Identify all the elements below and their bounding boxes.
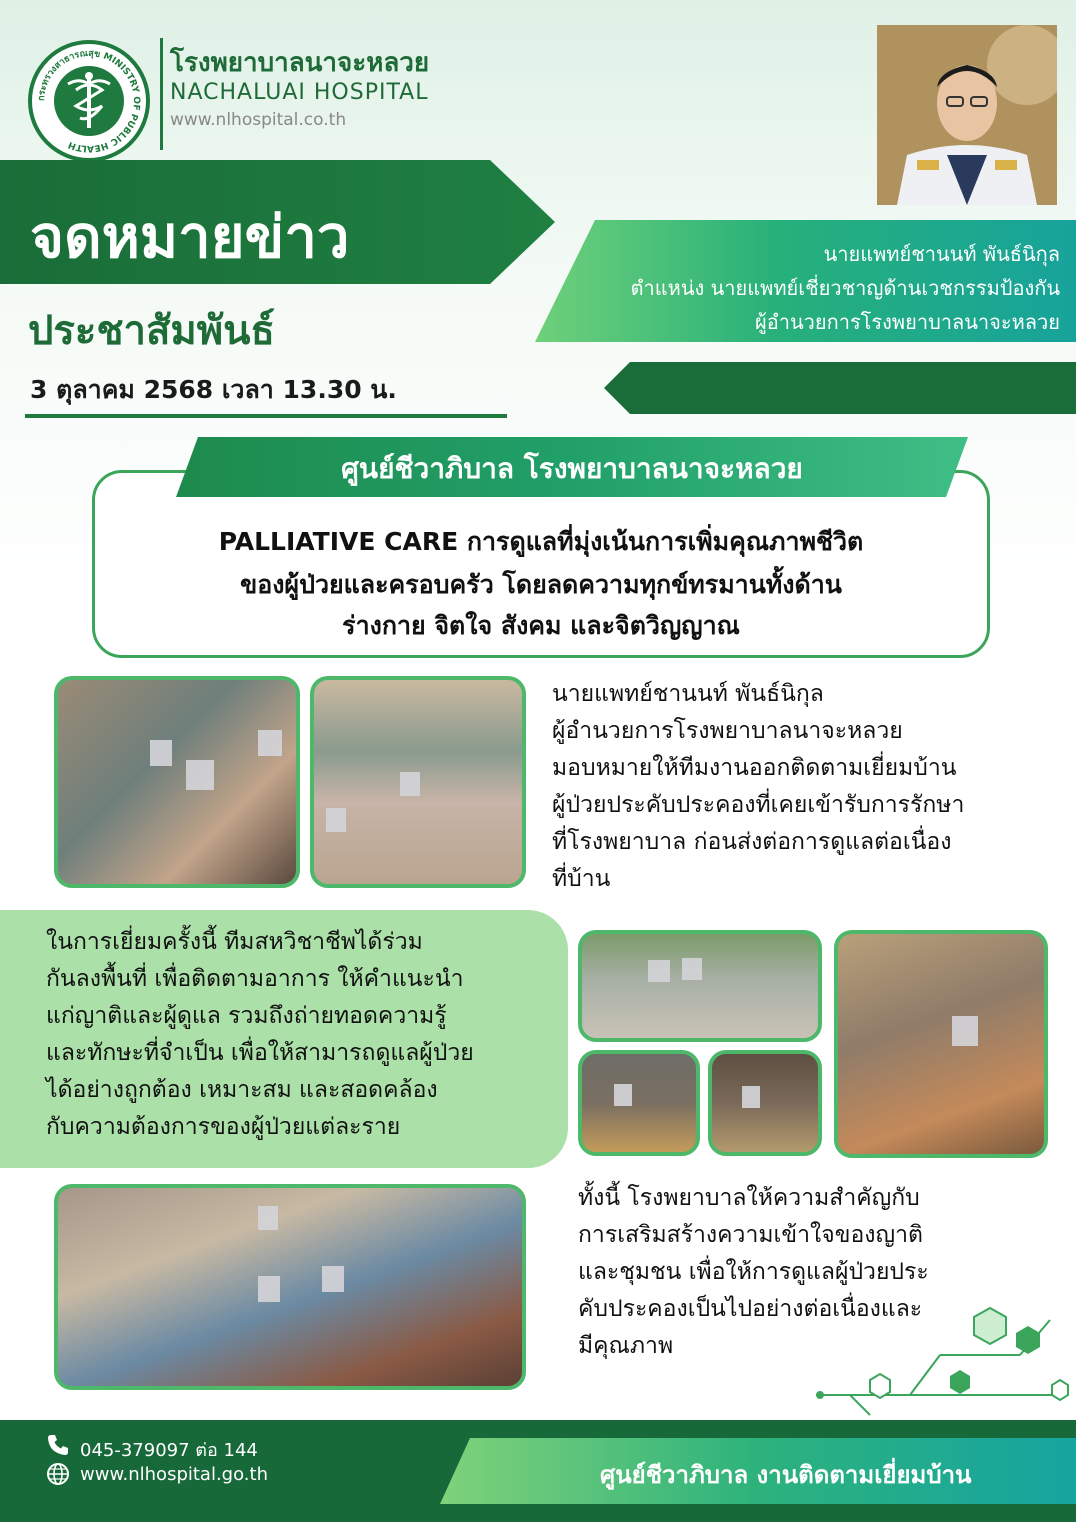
banner-title: จดหมายข่าว [30, 203, 350, 271]
phone-icon [46, 1433, 70, 1457]
hospital-name-en: NACHALUAI HOSPITAL [170, 80, 429, 105]
news-date: 3 ตุลาคม 2568 เวลา 13.30 น. [30, 375, 397, 404]
logo-divider [160, 38, 163, 150]
intro-line-3: ร่างกาย จิตใจ สังคม และจิตวิญญาณ [342, 611, 740, 640]
paragraph-2 [46, 924, 566, 1146]
paragraph-3-line: คับประคองเป็นไปอย่างต่อเนื่องและ [578, 1296, 923, 1322]
photo-home-visit-5 [578, 1050, 700, 1156]
paragraph-3-line: มีคุณภาพ [578, 1333, 674, 1359]
paragraph-1 [552, 676, 1062, 898]
director-position: ตำแหน่ง นายแพทย์เชี่ยวชาญด้านเวชกรรมป้องกัน [630, 276, 1060, 300]
photo-home-visit-3 [578, 930, 822, 1042]
photo-home-visit-1 [54, 676, 300, 888]
footer-website[interactable]: www.nlhospital.go.th [80, 1464, 268, 1485]
photo-home-visit-2 [310, 676, 526, 888]
paragraph-1-line: ที่บ้าน [552, 866, 611, 892]
footer-badge-text: ศูนย์ชีวาภิบาล งานติดตามเยี่ยมบ้าน [600, 1461, 972, 1489]
paragraph-2-line: แก่ญาติและผู้ดูแล รวมถึงถ่ายทอดความรู้ [46, 1003, 447, 1029]
date-underline [25, 414, 507, 418]
paragraph-1-line: มอบหมายให้ทีมงานออกติดตามเยี่ยมบ้าน [552, 755, 957, 781]
paragraph-2-line: ได้อย่างถูกต้อง เหมาะสม และสอดคล้อง [46, 1077, 438, 1103]
photo-home-visit-4 [834, 930, 1048, 1158]
hospital-name-th: โรงพยาบาลนาจะหลวย [170, 48, 430, 78]
director-portrait [877, 25, 1057, 205]
paragraph-1-line: ที่โรงพยาบาล ก่อนส่งต่อการดูแลต่อเนื่อง [552, 829, 952, 855]
moph-logo-icon [28, 40, 150, 162]
globe-icon [46, 1462, 70, 1486]
paragraph-1-line: ผู้ป่วยประคับประคองที่เคยเข้ารับการรักษา [552, 792, 965, 818]
section-title: ศูนย์ชีวาภิบาล โรงพยาบาลนาจะหลวย [341, 452, 803, 485]
paragraph-2-line: กันลงพื้นที่ เพื่อติดตามอาการ ให้คำแนะนำ [46, 966, 464, 992]
photo-home-visit-7 [54, 1184, 526, 1390]
footer-phone[interactable]: 045-379097 ต่อ 144 [80, 1440, 258, 1461]
banner-subtitle: ประชาสัมพันธ์ [28, 308, 275, 354]
hospital-web[interactable]: www.nlhospital.co.th [170, 110, 347, 130]
paragraph-2-line: และทักษะที่จำเป็น เพื่อให้สามารถดูแลผู้ป่วย [46, 1040, 474, 1066]
paragraph-1-line: ผู้อำนวยการโรงพยาบาลนาจะหลวย [552, 718, 903, 744]
director-name: นายแพทย์ชานนท์ พันธ์นิกุล [823, 242, 1060, 266]
photo-home-visit-6 [708, 1050, 822, 1156]
paragraph-2-line: กับความต้องการของผู้ป่วยแต่ละราย [46, 1114, 401, 1140]
intro-line-1: PALLIATIVE CARE การดูแลที่มุ่งเน้นการเพิ่มคุณภาพชีวิต [218, 527, 864, 556]
paragraph-3-line: การเสริมสร้างความเข้าใจของญาติ [578, 1222, 923, 1248]
intro-line-2: ของผู้ป่วยและครอบครัว โดยลดความทุกข์ทรมานทั้งด้าน [240, 570, 842, 599]
paragraph-1-line: นายแพทย์ชานนท์ พันธ์นิกุล [552, 681, 824, 707]
logo-emblem [54, 66, 124, 136]
paragraph-2-line: ในการเยี่ยมครั้งนี้ ทีมสหวิชาชีพได้ร่วม [46, 929, 423, 955]
director-role: ผู้อำนวยการโรงพยาบาลนาจะหลวย [755, 310, 1060, 334]
logo-ring-text: กระทรวงสาธารณสุข MINISTRY OF PUBLIC HEALTH [36, 48, 142, 154]
paragraph-3-line: ทั้งนี้ โรงพยาบาลให้ความสำคัญกับ [578, 1185, 920, 1211]
date-arrow-band [604, 362, 1076, 414]
hexagon-network-decoration [760, 1300, 1076, 1420]
paragraph-3-line: และชุมชน เพื่อให้การดูแลผู้ป่วยประ [578, 1259, 929, 1285]
